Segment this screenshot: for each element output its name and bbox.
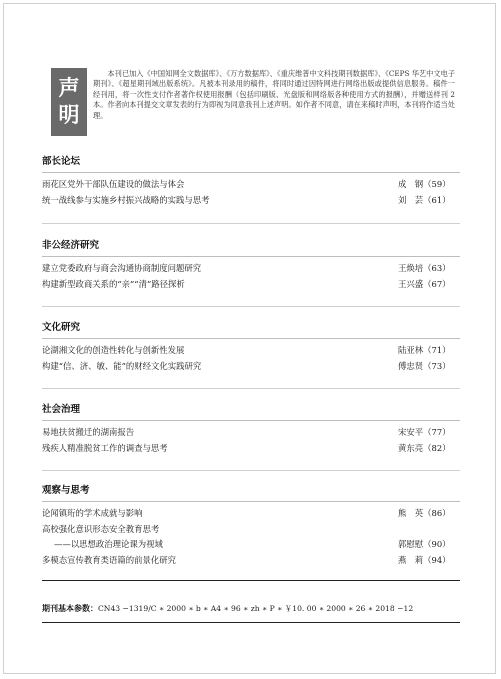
article-author-page: 刘 芸（61） xyxy=(398,194,451,205)
article-title[interactable]: 残疾人精准脱贫工作的调查与思考 xyxy=(42,442,168,453)
article-row[interactable] xyxy=(42,343,460,359)
article-row[interactable] xyxy=(42,425,460,441)
article-author-page: 黄东亮（82） xyxy=(398,442,451,453)
section-title: 非公经济研究 xyxy=(42,240,100,251)
article-title[interactable]: 多模态宣传教育类语篇的前景化研究 xyxy=(42,554,176,565)
section-social-governance xyxy=(42,403,460,456)
article-author-page: 成 钢（59） xyxy=(398,179,451,189)
article-author-page: 燕 莉（94） xyxy=(398,554,451,565)
article-title[interactable]: 论湖湘文化的创造性转化与创新性发展 xyxy=(42,345,185,355)
statement-badge-char-2: 明 xyxy=(58,103,80,127)
article-author-page: 王焕培（63） xyxy=(398,263,451,273)
article-row[interactable] xyxy=(42,441,460,457)
article-author-page: 郭慰慰（90） xyxy=(398,539,451,549)
section-rule xyxy=(42,420,460,421)
article-row[interactable] xyxy=(42,277,460,293)
footer-rule-top xyxy=(42,580,460,581)
article-author-page: 宋安平（77） xyxy=(398,427,451,437)
section-divider xyxy=(42,223,460,224)
article-title[interactable]: 高校强化意识形态安全教育思考 xyxy=(42,523,160,534)
article-title[interactable]: 构建新型政商关系的“亲”“清”路径探析 xyxy=(42,278,185,289)
article-title[interactable]: 统一战线参与实施乡村振兴战略的实践与思考 xyxy=(42,194,210,205)
section-divider xyxy=(42,306,460,307)
section-rule xyxy=(42,501,460,502)
article-row[interactable] xyxy=(42,522,460,538)
article-title[interactable]: 建立党委政府与商会沟通协商制度问题研究 xyxy=(42,263,202,273)
section-private-economy xyxy=(42,239,460,292)
article-row[interactable] xyxy=(42,193,460,209)
section-rule xyxy=(42,172,460,173)
section-title: 文化研究 xyxy=(42,322,81,333)
section-observation xyxy=(42,484,460,568)
article-row[interactable] xyxy=(42,177,460,193)
section-divider xyxy=(42,470,460,471)
article-row[interactable] xyxy=(42,261,460,277)
article-author-page: 陆亚林（71） xyxy=(398,345,451,355)
article-row[interactable] xyxy=(42,506,460,522)
journal-parameters-value: CN43 −1319/C ∗ 2000 ∗ b ∗ A4 ∗ 96 ∗ zh ∗ P ∗ ￥10. 00 ∗ 2000 ∗ 26 ∗ 2018 −12 xyxy=(98,604,414,613)
article-row[interactable] xyxy=(42,553,460,569)
article-title[interactable]: 论闻镇珩的学术成就与影响 xyxy=(42,508,143,518)
statement-badge-char-1: 声 xyxy=(58,76,80,100)
section-ministers-forum xyxy=(42,155,460,208)
article-author-page: 王兴盛（67） xyxy=(398,278,451,289)
section-rule xyxy=(42,338,460,339)
article-row[interactable] xyxy=(42,359,460,375)
section-title: 观察与思考 xyxy=(42,485,90,496)
section-culture xyxy=(42,321,460,374)
article-title[interactable]: 易地扶贫搬迁的湖南报告 xyxy=(42,427,135,437)
article-subtitle[interactable]: ——以思想政治理论课为视域 xyxy=(54,539,163,549)
section-title: 部长论坛 xyxy=(42,156,81,167)
journal-parameters xyxy=(42,603,472,614)
article-author-page: 傅忠贤（73） xyxy=(398,360,451,371)
statement-text: 本刊已加入《中国知网全文数据库》、《万方数据库》、《重庆维普中文科技期刊数据库》、《CEPS 华艺中文电子期刊》、《超星期刊域出版系统》。凡被本刊录用的稿件，将同时通过因特网进行网络出版或提供信息服务。稿件一经刊用，将一次性支付作者著作权使用报酬（包括印刷版、光盘版和网络版各种使用方式的报酬），并赠送样刊 2 本。作者向本刊提交文章发表的行为即视为同意我刊上述声明。如作者不同意，请在来稿时声明，本刊将作适当处理。 xyxy=(93,69,455,120)
statement-badge xyxy=(51,68,87,136)
article-author-page: 熊 英（86） xyxy=(398,508,451,518)
article-title[interactable]: 构建“信、济、敏、能”的财经文化实践研究 xyxy=(42,360,202,371)
journal-parameters-label: 期刊基本参数： xyxy=(42,604,98,613)
article-title[interactable]: 雨花区党外干部队伍建设的做法与体会 xyxy=(42,179,185,189)
article-row[interactable] xyxy=(42,537,460,553)
section-title: 社会治理 xyxy=(42,404,81,415)
footer-rule-bottom xyxy=(42,622,460,623)
section-divider xyxy=(42,388,460,389)
section-rule xyxy=(42,256,460,257)
